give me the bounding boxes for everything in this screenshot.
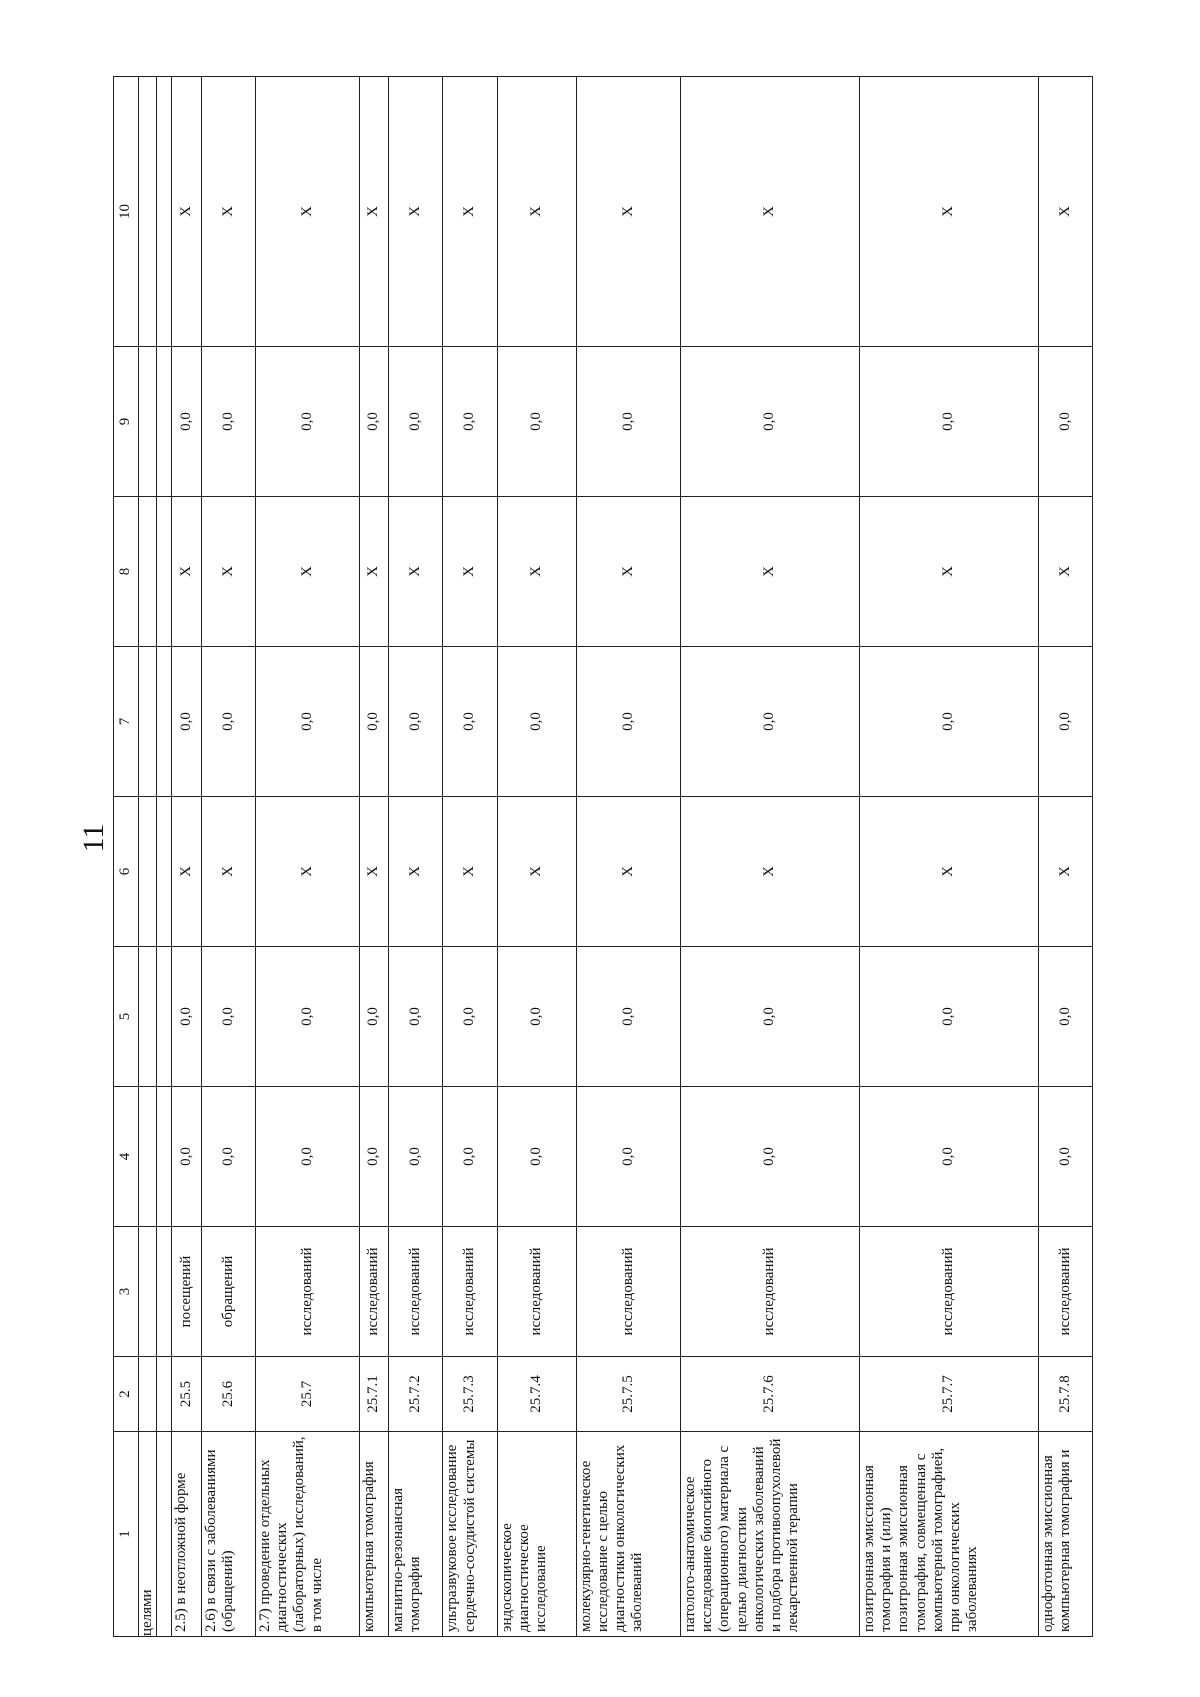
column-header: 8 (114, 497, 139, 647)
cell-col10: X (359, 77, 388, 347)
cell-col9: 0,0 (255, 347, 359, 497)
cell-col10: X (201, 77, 255, 347)
cell-col8: X (497, 497, 576, 647)
cell-col7: 0,0 (859, 647, 1038, 797)
cell-col7: 0,0 (1038, 647, 1092, 797)
cell-col8: X (443, 497, 497, 647)
cell-col5: 0,0 (443, 947, 497, 1087)
cell-col9: 0,0 (497, 347, 576, 497)
cell-col5: 0,0 (201, 947, 255, 1087)
cell-col5: 0,0 (359, 947, 388, 1087)
table-body (139, 77, 1093, 1637)
column-header: 7 (114, 647, 139, 797)
cell-name: однофотонная эмиссионная компьютерная томография и (1038, 1432, 1092, 1637)
cell-col7: 0,0 (443, 647, 497, 797)
column-header: 3 (114, 1227, 139, 1357)
cell-col9 (139, 347, 157, 497)
rotated-table-container (113, 77, 1093, 1637)
cell-col9: 0,0 (859, 347, 1038, 497)
table-row (157, 77, 172, 1637)
cell-col8: X (680, 497, 859, 647)
cell-unit: исследований (680, 1227, 859, 1357)
cell-col6 (139, 797, 157, 947)
cell-name: молекулярно-генетическое исследование с целью диагностики онкологических заболеваний (576, 1432, 680, 1637)
cell-col7: 0,0 (680, 647, 859, 797)
cell-col8: X (255, 497, 359, 647)
cell-code: 25.7 (255, 1357, 359, 1432)
cell-name: позитронная эмиссионная томография и (или) позитронная эмиссионная томография, совмещенная с компьютерной томографией, при онкологических заболеваниях (859, 1432, 1038, 1637)
cell-col4 (139, 1087, 157, 1227)
header-row (114, 77, 139, 1637)
cell-unit: исследований (389, 1227, 443, 1357)
cell-col4: 0,0 (443, 1087, 497, 1227)
cell-name: магнитно-резонансная томография (389, 1432, 443, 1637)
cell-col4: 0,0 (497, 1087, 576, 1227)
column-header: 2 (114, 1357, 139, 1432)
table-row (576, 77, 680, 1637)
cell-unit: исследований (1038, 1227, 1092, 1357)
cell-name: ультразвуковое исследование сердечно-сосудистой системы (443, 1432, 497, 1637)
table-row (497, 77, 576, 1637)
cell-col10: X (255, 77, 359, 347)
cell-col9: 0,0 (680, 347, 859, 497)
table-row (359, 77, 388, 1637)
cell-col4: 0,0 (389, 1087, 443, 1227)
cell-name: эндоскопическое диагностическое исследование (497, 1432, 576, 1637)
cell-code: 25.7.2 (389, 1357, 443, 1432)
cell-code: 25.7.6 (680, 1357, 859, 1432)
cell-col9: 0,0 (389, 347, 443, 497)
column-header: 4 (114, 1087, 139, 1227)
cell-unit (157, 1227, 172, 1357)
cell-col8: X (201, 497, 255, 647)
table-row (680, 77, 859, 1637)
cell-col7: 0,0 (255, 647, 359, 797)
cell-unit: исследований (443, 1227, 497, 1357)
page-number: 11 (77, 823, 110, 853)
cell-col6: X (255, 797, 359, 947)
cell-col6: X (443, 797, 497, 947)
cell-col6: X (1038, 797, 1092, 947)
cell-col7: 0,0 (576, 647, 680, 797)
cell-code (139, 1357, 157, 1432)
cell-col6: X (201, 797, 255, 947)
cell-col5: 0,0 (1038, 947, 1092, 1087)
table-row (1038, 77, 1092, 1637)
cell-col4: 0,0 (859, 1087, 1038, 1227)
table-row (139, 77, 157, 1637)
cell-unit: исследований (859, 1227, 1038, 1357)
cell-col6: X (389, 797, 443, 947)
cell-name: 2.7) проведение отдельных диагностических (лабораторных) исследований, в том числе (255, 1432, 359, 1637)
cell-col4: 0,0 (172, 1087, 201, 1227)
cell-unit: исследований (497, 1227, 576, 1357)
cell-code: 25.7.8 (1038, 1357, 1092, 1432)
cell-col9: 0,0 (1038, 347, 1092, 497)
cell-col5: 0,0 (255, 947, 359, 1087)
cell-col4 (157, 1087, 172, 1227)
cell-unit (139, 1227, 157, 1357)
cell-col10: X (576, 77, 680, 347)
cell-col10: X (443, 77, 497, 347)
data-table (113, 76, 1093, 1637)
cell-col6: X (359, 797, 388, 947)
cell-col4: 0,0 (201, 1087, 255, 1227)
cell-col6 (157, 797, 172, 947)
cell-col10: X (172, 77, 201, 347)
cell-col10: X (859, 77, 1038, 347)
cell-col8: X (359, 497, 388, 647)
cell-col8: X (859, 497, 1038, 647)
cell-col10 (157, 77, 172, 347)
column-header: 1 (114, 1432, 139, 1637)
cell-col8: X (576, 497, 680, 647)
table-row (443, 77, 497, 1637)
cell-col8: X (1038, 497, 1092, 647)
cell-name: компьютерная томография (359, 1432, 388, 1637)
column-header: 9 (114, 347, 139, 497)
table-row (255, 77, 359, 1637)
cell-unit: посещений (172, 1227, 201, 1357)
cell-code: 25.7.4 (497, 1357, 576, 1432)
cell-code: 25.5 (172, 1357, 201, 1432)
cell-unit: исследований (359, 1227, 388, 1357)
cell-name: 2.5) в неотложной форме (172, 1432, 201, 1637)
cell-col7: 0,0 (497, 647, 576, 797)
cell-col4: 0,0 (576, 1087, 680, 1227)
cell-unit: исследований (576, 1227, 680, 1357)
cell-name: целями (139, 1432, 157, 1637)
cell-col8: X (172, 497, 201, 647)
cell-col9: 0,0 (576, 347, 680, 497)
cell-col7: 0,0 (389, 647, 443, 797)
cell-col5: 0,0 (172, 947, 201, 1087)
table-row (172, 77, 201, 1637)
cell-col5: 0,0 (576, 947, 680, 1087)
cell-col5: 0,0 (859, 947, 1038, 1087)
cell-col9: 0,0 (443, 347, 497, 497)
cell-col9: 0,0 (172, 347, 201, 497)
table-row (201, 77, 255, 1637)
cell-col6: X (172, 797, 201, 947)
cell-col7 (157, 647, 172, 797)
cell-col5 (139, 947, 157, 1087)
cell-col8 (157, 497, 172, 647)
cell-code: 25.6 (201, 1357, 255, 1432)
cell-col8 (139, 497, 157, 647)
cell-col6: X (859, 797, 1038, 947)
cell-col5: 0,0 (680, 947, 859, 1087)
column-header: 6 (114, 797, 139, 947)
cell-col4: 0,0 (359, 1087, 388, 1227)
cell-code: 25.7.3 (443, 1357, 497, 1432)
cell-col7: 0,0 (172, 647, 201, 797)
cell-name (157, 1432, 172, 1637)
cell-code (157, 1357, 172, 1432)
cell-col9: 0,0 (201, 347, 255, 497)
cell-name: патолого-анатомическое исследование биопсийного (операционного) материала с целью диагностики онкологических заболеваний и подбора противоопухолевой лекарственной терапии (680, 1432, 859, 1637)
cell-col4: 0,0 (680, 1087, 859, 1227)
cell-col7 (139, 647, 157, 797)
cell-col7: 0,0 (359, 647, 388, 797)
cell-col8: X (389, 497, 443, 647)
cell-unit: обращений (201, 1227, 255, 1357)
cell-col9 (157, 347, 172, 497)
cell-col10: X (497, 77, 576, 347)
cell-code: 25.7.7 (859, 1357, 1038, 1432)
cell-col9: 0,0 (359, 347, 388, 497)
cell-col4: 0,0 (1038, 1087, 1092, 1227)
cell-code: 25.7.1 (359, 1357, 388, 1432)
table-row (859, 77, 1038, 1637)
cell-col6: X (497, 797, 576, 947)
cell-col5: 0,0 (497, 947, 576, 1087)
cell-col5: 0,0 (389, 947, 443, 1087)
column-header: 10 (114, 77, 139, 347)
column-header: 5 (114, 947, 139, 1087)
cell-col10: X (389, 77, 443, 347)
cell-col4: 0,0 (255, 1087, 359, 1227)
cell-col7: 0,0 (201, 647, 255, 797)
cell-col10 (139, 77, 157, 347)
cell-col6: X (680, 797, 859, 947)
cell-col10: X (1038, 77, 1092, 347)
cell-col5 (157, 947, 172, 1087)
cell-col10: X (680, 77, 859, 347)
cell-unit: исследований (255, 1227, 359, 1357)
table-row (389, 77, 443, 1637)
cell-code: 25.7.5 (576, 1357, 680, 1432)
cell-name: 2.6) в связи с заболеваниями (обращений) (201, 1432, 255, 1637)
cell-col6: X (576, 797, 680, 947)
